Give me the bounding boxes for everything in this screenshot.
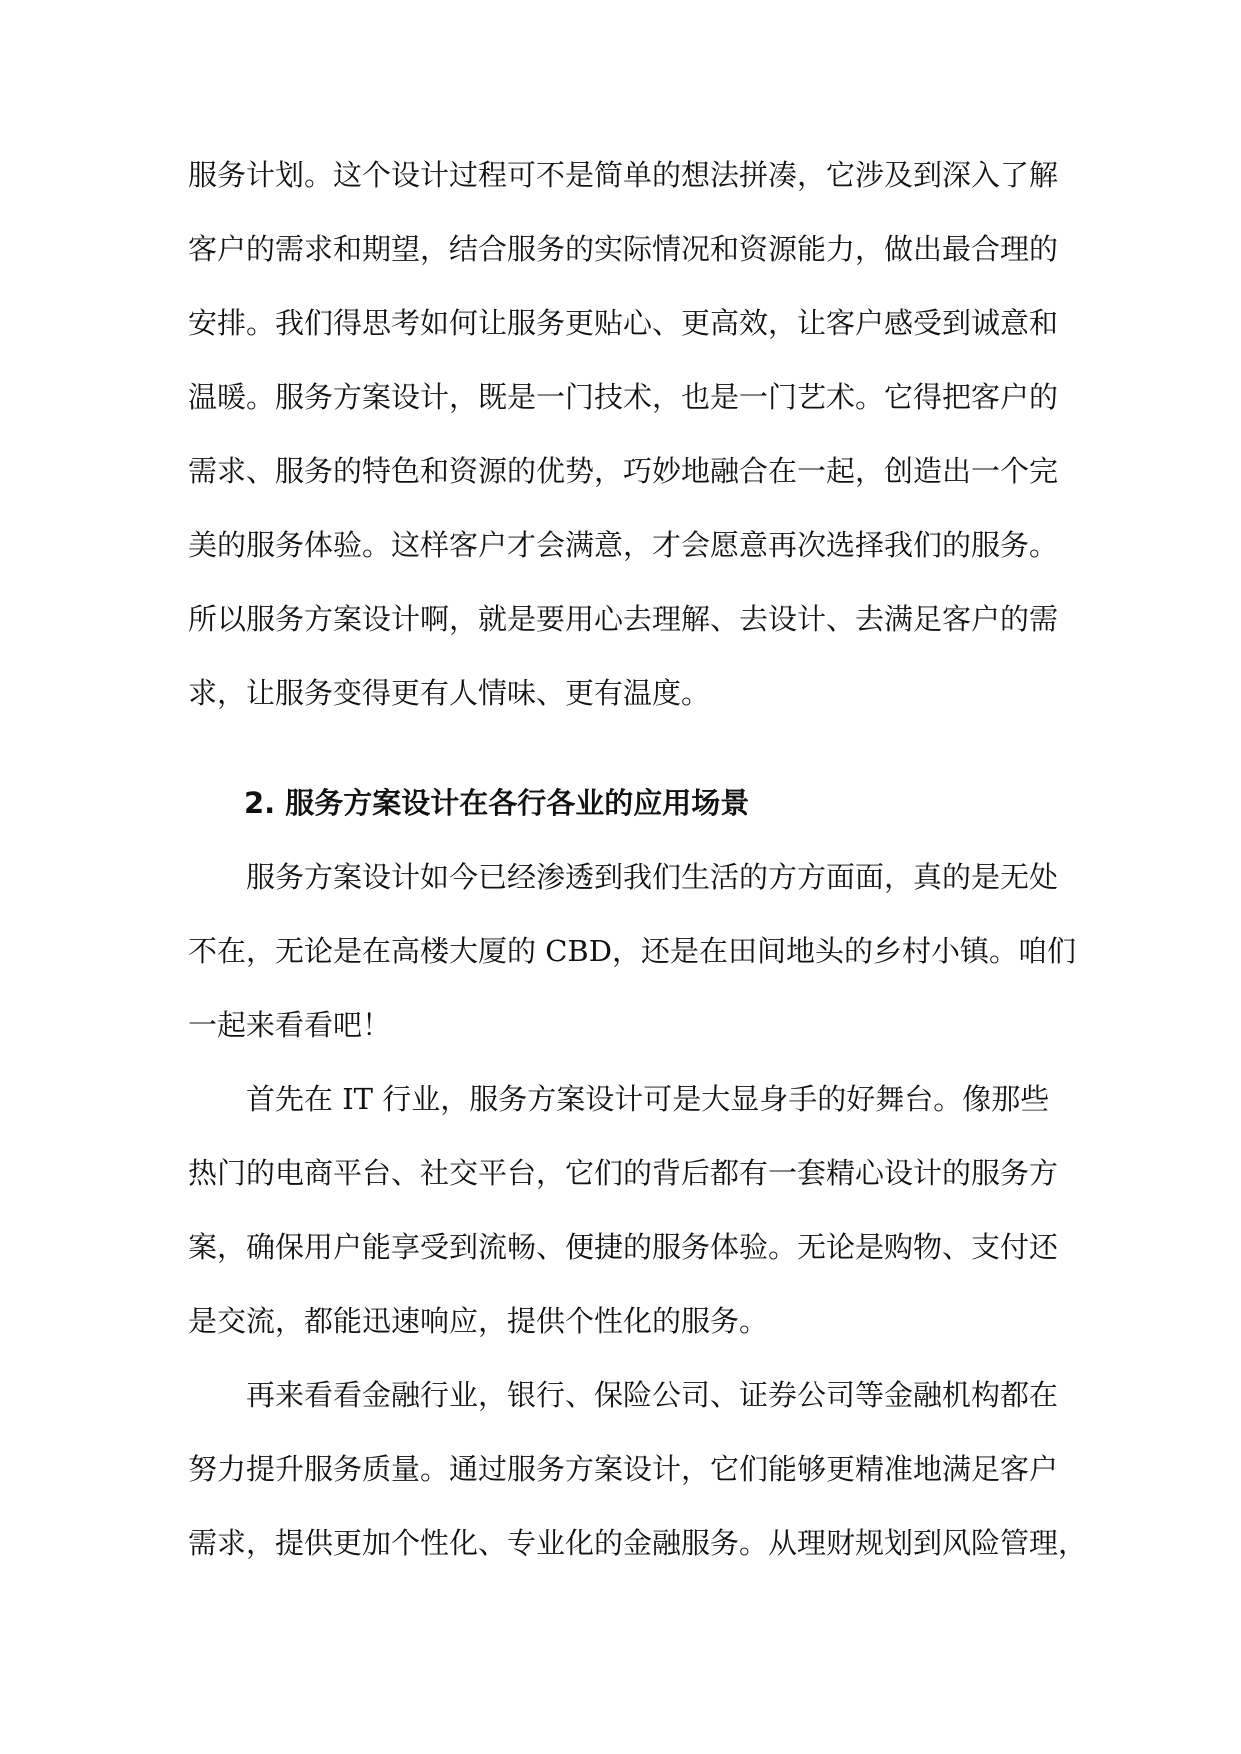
text-line: 服务方案设计如今已经渗透到我们生活的方方面面，真的是无处: [246, 860, 1059, 894]
text-line: 所以服务方案设计啊，就是要用心去理解、去设计、去满足客户的需: [188, 602, 1059, 636]
text-line: 客户的需求和期望，结合服务的实际情况和资源能力，做出最合理的: [188, 232, 1059, 266]
section-spacer: [188, 730, 1068, 766]
text-line: 需求，提供更加个性化、专业化的金融服务。从理财规划到风险管理，: [188, 1526, 1088, 1560]
paragraph-continued: [188, 138, 1068, 730]
paragraph-intro: [188, 840, 1076, 1062]
text-line: 再来看看金融行业，银行、保险公司、证券公司等金融机构都在: [246, 1378, 1059, 1412]
text-line: 需求、服务的特色和资源的优势，巧妙地融合在一起，创造出一个完: [188, 454, 1059, 488]
paragraph-finance-industry: [188, 1358, 1088, 1580]
text-line: 首先在 IT 行业，服务方案设计可是大显身手的好舞台。像那些: [246, 1082, 1050, 1116]
text-line: 温暖。服务方案设计，既是一门技术，也是一门艺术。它得把客户的: [188, 380, 1059, 414]
paragraph-it-industry: [188, 1062, 1068, 1358]
text-line: 热门的电商平台、社交平台，它们的背后都有一套精心设计的服务方: [188, 1156, 1059, 1190]
text-line: 努力提升服务质量。通过服务方案设计，它们能够更精准地满足客户: [188, 1452, 1059, 1486]
text-line: 不在，无论是在高楼大厦的 CBD，还是在田间地头的乡村小镇。咱们: [188, 934, 1076, 968]
text-line: 服务计划。这个设计过程可不是简单的想法拼凑，它涉及到深入了解: [188, 158, 1059, 192]
text-line: 案，确保用户能享受到流畅、便捷的服务体验。无论是购物、支付还: [188, 1230, 1059, 1264]
text-line: 一起来看看吧！: [188, 1008, 392, 1042]
section-heading: 2. 服务方案设计在各行各业的应用场景: [244, 786, 750, 820]
document-body: [188, 138, 1088, 1580]
text-line: 美的服务体验。这样客户才会满意，才会愿意再次选择我们的服务。: [188, 528, 1059, 562]
text-line: 求，让服务变得更有人情味、更有温度。: [188, 676, 711, 710]
text-line: 是交流，都能迅速响应，提供个性化的服务。: [188, 1304, 769, 1338]
text-line: 安排。我们得思考如何让服务更贴心、更高效，让客户感受到诚意和: [188, 306, 1059, 340]
